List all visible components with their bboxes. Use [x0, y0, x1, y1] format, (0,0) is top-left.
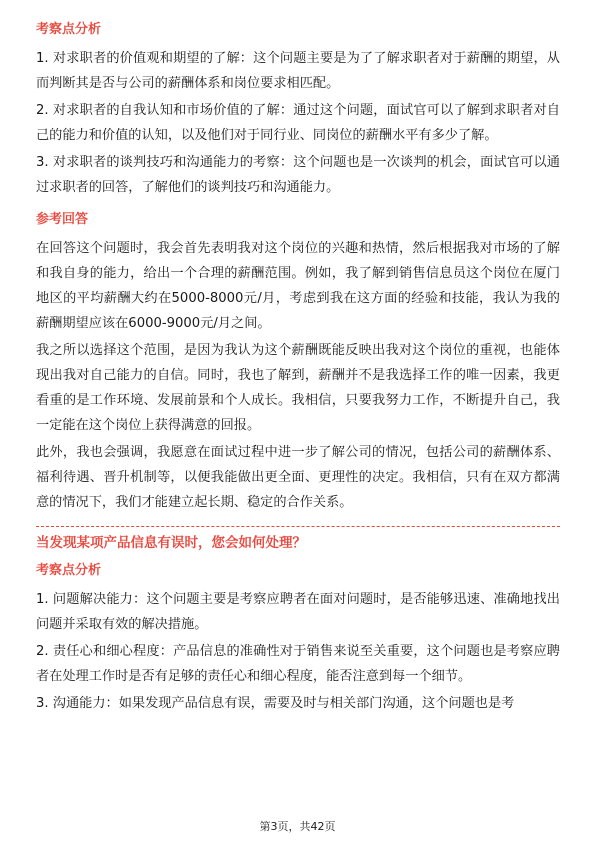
analysis-item: 3. 对求职者的谈判技巧和沟通能力的考察：这个问题也是一次谈判的机会，面试官可以通过求职者的回答，了解他们的谈判技巧和沟通能力。 — [36, 155, 560, 195]
page-number: 第3页，共42页 — [259, 820, 336, 833]
analysis-item: 1. 对求职者的价值观和期望的了解：这个问题主要是为了了解求职者对于薪酬的期望，从而判断其是否与公司的薪酬体系和岗位要求相匹配。 — [36, 51, 560, 91]
reference-paragraph: 我之所以选择这个范围，是因为我认为这个薪酬既能反映出我对这个岗位的重视，也能体现出我对自己能力的自信。同时，我也了解到，薪酬并不是我选择工作的唯一因素，我更看重的是工作环境、发展前景和个人成长。我相信，只要我努力工作，不断提升自己，我一定能在这个岗位上获得满意的回报。 — [36, 343, 560, 433]
reference-paragraph: 此外，我也会强调，我愿意在面试过程中进一步了解公司的情况，包括公司的薪酬体系、福利待遇、晋升机制等，以便我能做出更全面、更理性的决定。我相信，只有在双方都满意的情况下，我们才能建立起长期、稳定的合作关系。 — [36, 445, 560, 510]
section-divider — [36, 526, 560, 527]
reference-answer-heading: 参考回答 — [36, 212, 89, 227]
question-title: 当发现某项产品信息有误时，您会如何处理？ — [36, 535, 306, 551]
analysis-item: 2. 责任心和细心程度：产品信息的准确性对于销售来说至关重要，这个问题也是考察应聘者在处理工作时是否有足够的责任心和细心程度，能否注意到每一个细节。 — [36, 644, 560, 684]
analysis-item: 3. 沟通能力：如果发现产品信息有误，需要及时与相关部门沟通，这个问题也是考 — [36, 696, 515, 711]
analysis-item: 2. 对求职者的自我认知和市场价值的了解：通过这个问题，面试官可以了解到求职者对自己的能力和价值的认知，以及他们对于同行业、同岗位的薪酬水平有多少了解。 — [36, 103, 560, 143]
page-content — [36, 20, 560, 718]
reference-paragraph: 在回答这个问题时，我会首先表明我对这个岗位的兴趣和热情，然后根据我对市场的了解和我自身的能力，给出一个合理的薪酬范围。例如，我了解到销售信息员这个岗位在厦门地区的平均薪酬大约在5000-8000元/月，考虑到我在这方面的经验和技能，我认为我的薪酬期望应该在6000-9000元/月之间。 — [36, 241, 560, 331]
analysis-heading: 考察点分析 — [36, 563, 102, 578]
analysis-item: 1. 问题解决能力：这个问题主要是考察应聘者在面对问题时，是否能够迅速、准确地找出问题并采取有效的解决措施。 — [36, 592, 560, 632]
analysis-heading: 考察点分析 — [36, 22, 102, 37]
